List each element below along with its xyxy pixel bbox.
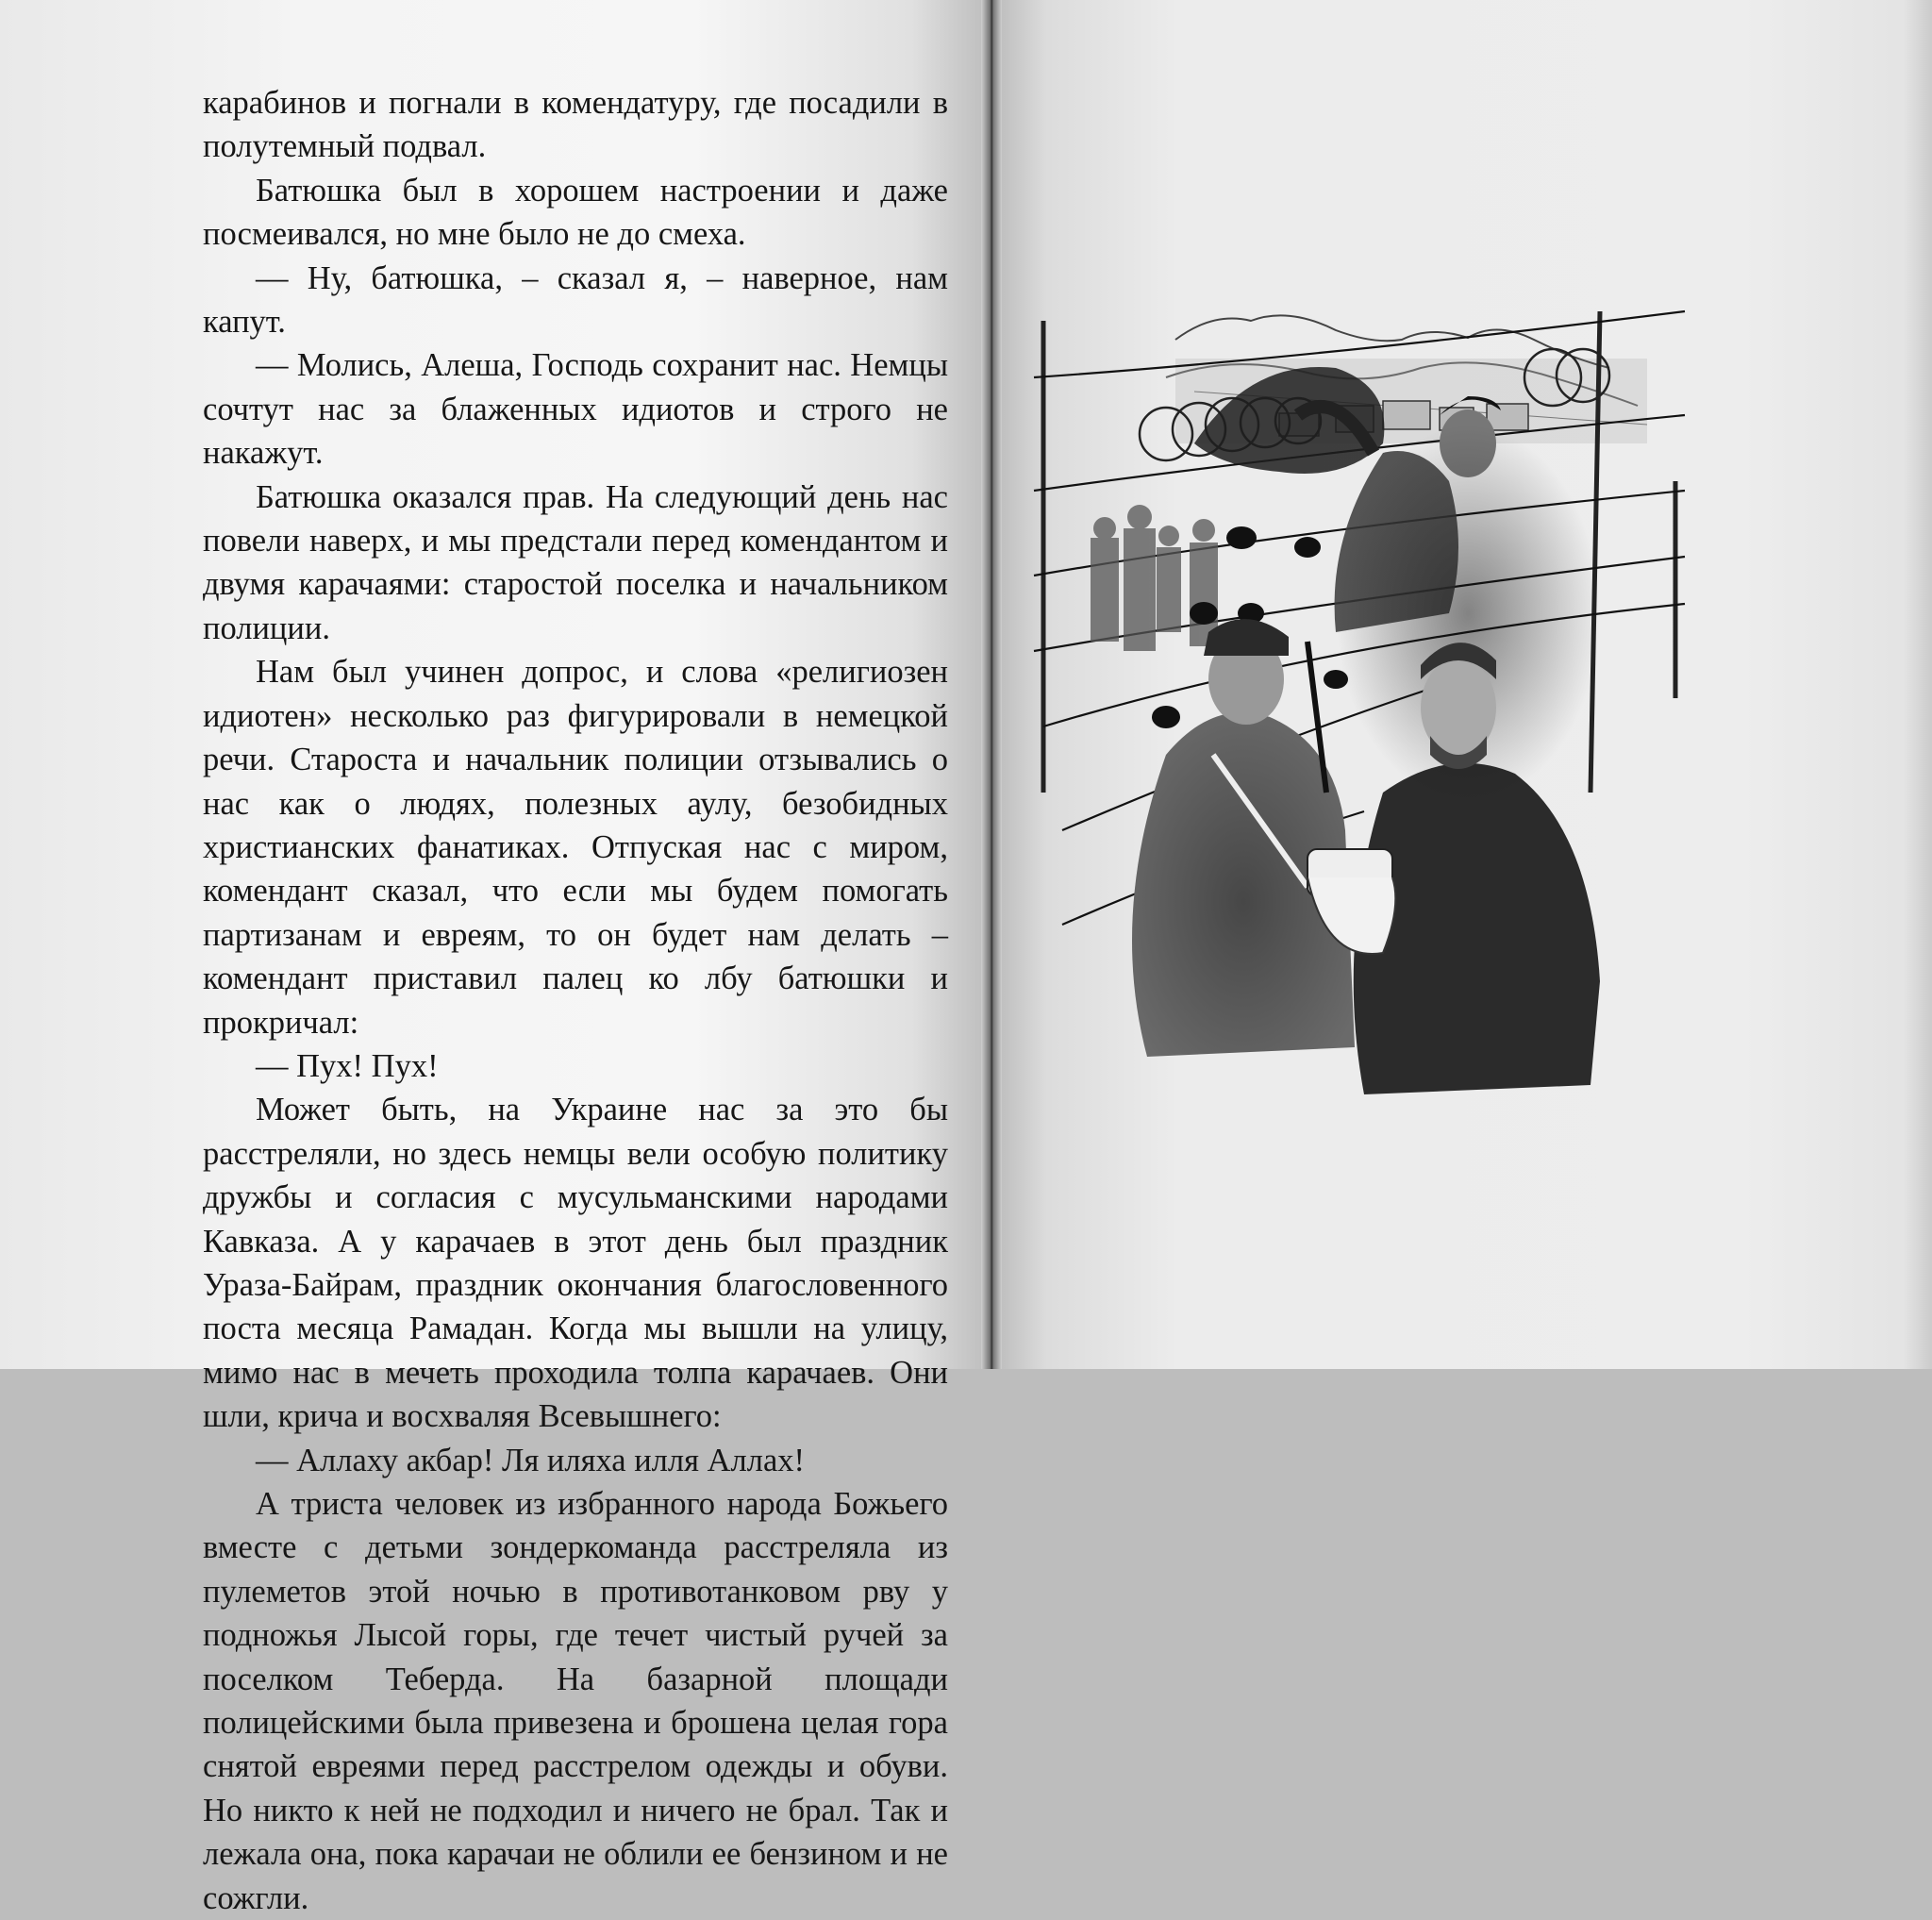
paragraph-8: Может быть, на Украине нас за это бы расстреляли, но здесь немцы вели особую политику дружбы и согласия с мусульманскими народами Кавказа. А у карачаев в этот день был праздник Ураза-Байрам, праздник окончания благословенного поста месяца Рамадан. Когда мы вышли на улицу, мимо нас в мечеть проходила толпа карачаев. Они шли, крича и восхваляя Всевышнего: [203,1092,948,1435]
paragraph-4: — Молись, Алеша, Господь сохранит нас. Немцы сочтут нас за блаженных идиотов и строго не накажут. [203,347,948,472]
paragraph-6: Нам был учинен допрос, и слова «религиозен идиотен» несколько раз фигурировали в немецкой речи. Староста и начальник полиции отзывались о нас как о людях, полезных аулу, безобидных христианских фанатиках. Отпуская нас с миром, комендант сказал, что если мы будем помогать партизанам и евреям, то он будет нам делать – комендант приставил палец ко лбу батюшки и прокричал: [203,654,948,1041]
ink-illustration [1024,302,1700,1099]
young-man [1336,425,1600,1094]
page-edge-shadow [1904,0,1932,1369]
prisoners-crowd [1091,505,1218,651]
paragraph-3: — Ну, батюшка, – сказал я, – наверное, нам капут. [203,259,948,341]
paragraph-1: карабинов и погнали в комендатуру, где посадили в полутемный подвал. [203,85,948,165]
paragraph-2: Батюшка был в хорошем настроении и даже посмеивался, но мне было не до смеха. [203,172,948,253]
paragraph-7: — Пух! Пух! [256,1047,439,1084]
soldier [1132,619,1355,1057]
paragraph-5: Батюшка оказался прав. На следующий день нас повели наверх, и мы предстали перед комендантом и двумя карачаями: старостой поселка и начальником полиции. [203,478,948,646]
paragraph-9: — Аллаху акбар! Ля иляха илля Аллах! [256,1442,806,1478]
left-page-text [203,81,948,1920]
book-gutter [981,0,1002,1369]
paragraph-10: А триста человек из избранного народа Божьего вместе с детьми зондеркоманда расстреляла из пулеметов этой ночью в противотанковом рву у подножья Лысой горы, где течет чистый ручей за поселком Теберда. На базарной площади полицейскими была привезена и брошена целая гора снятой евреями перед расстрелом одежды и обуви. Но никто к ней не подходил и ничего не брал. Так и лежала она, пока карачаи не облили ее бензином и не сожгли. [203,1486,948,1916]
illustration-drawing [1024,302,1700,1099]
